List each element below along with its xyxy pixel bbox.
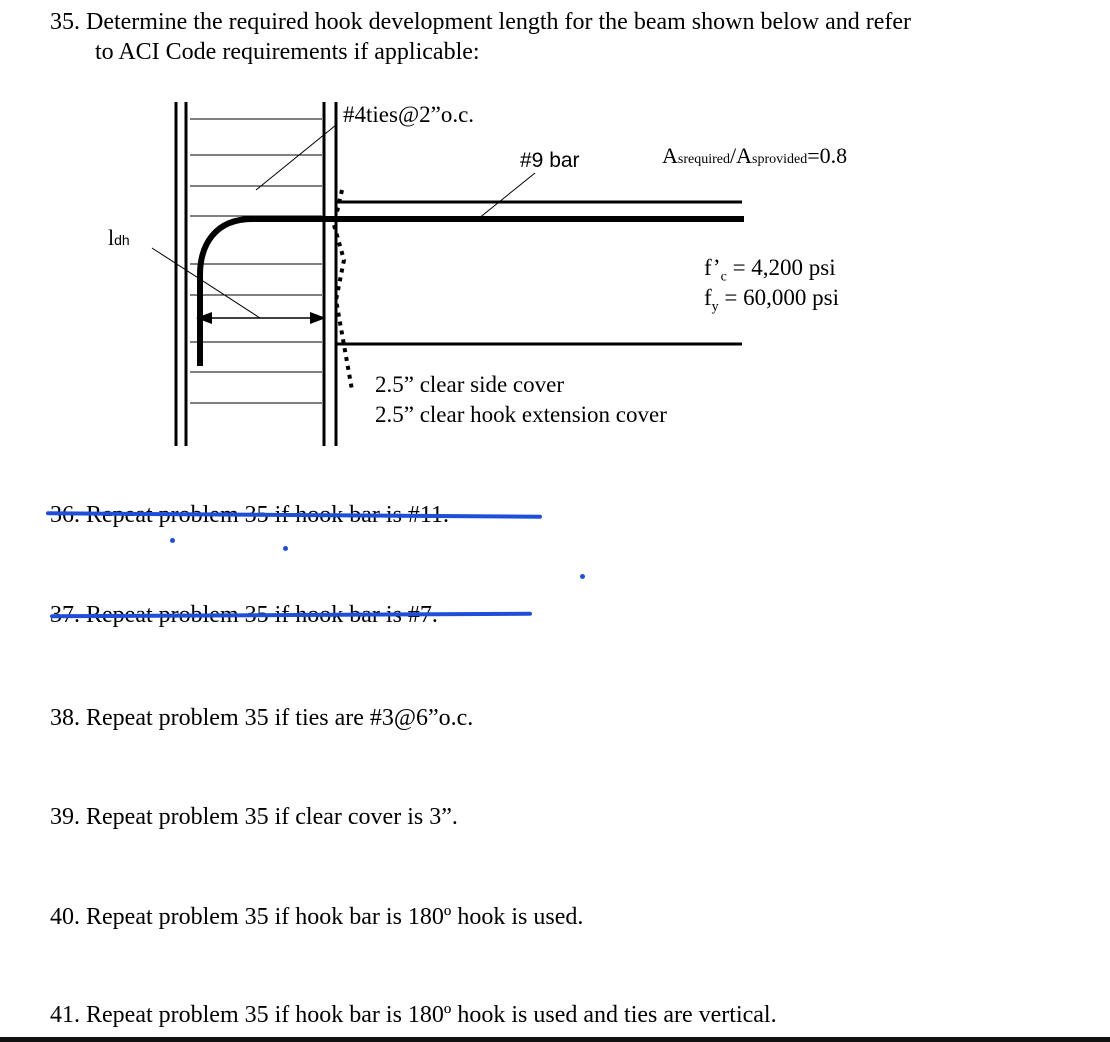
problem-35-line1: 35. Determine the required hook development length for the beam shown below and refer <box>50 9 912 35</box>
ldh-dimension <box>196 312 326 324</box>
hook-cover-label: 2.5” clear hook extension cover <box>375 402 667 427</box>
ink-dot <box>283 546 288 551</box>
area-ratio-label: Asrequired/Asprovided=0.8 <box>662 143 848 168</box>
hook-diagram <box>0 0 1110 470</box>
problem-38: 38. Repeat problem 35 if ties are #3@6”o.c. <box>50 705 474 731</box>
ldh-label: ldh <box>108 225 130 250</box>
ldh-leader <box>152 248 260 318</box>
ties-label: #4ties@2”o.c. <box>343 102 475 127</box>
problem-35-line2: to ACI Code requirements if applicable: <box>95 39 480 65</box>
side-cover-label: 2.5” clear side cover <box>375 372 565 397</box>
beam-outline <box>337 202 742 344</box>
window-bottom-edge <box>0 1037 1110 1042</box>
concrete-strength-label: $f’_c = 4,200$ psi <box>704 255 836 285</box>
ties <box>190 119 322 403</box>
ink-dot <box>170 538 175 543</box>
problem-39: 39. Repeat problem 35 if clear cover is 3”. <box>50 804 458 830</box>
steel-yield-label: $f_y = 60,000$ psi <box>704 285 839 315</box>
bar-label: #9 bar <box>520 149 580 172</box>
ink-dot <box>580 574 585 579</box>
problem-40: 40. Repeat problem 35 if hook bar is 180º hook is used. <box>50 904 584 930</box>
problem-41: 41. Repeat problem 35 if hook bar is 180º hook is used and ties are vertical. <box>50 1002 777 1028</box>
bar-leader <box>478 173 535 219</box>
